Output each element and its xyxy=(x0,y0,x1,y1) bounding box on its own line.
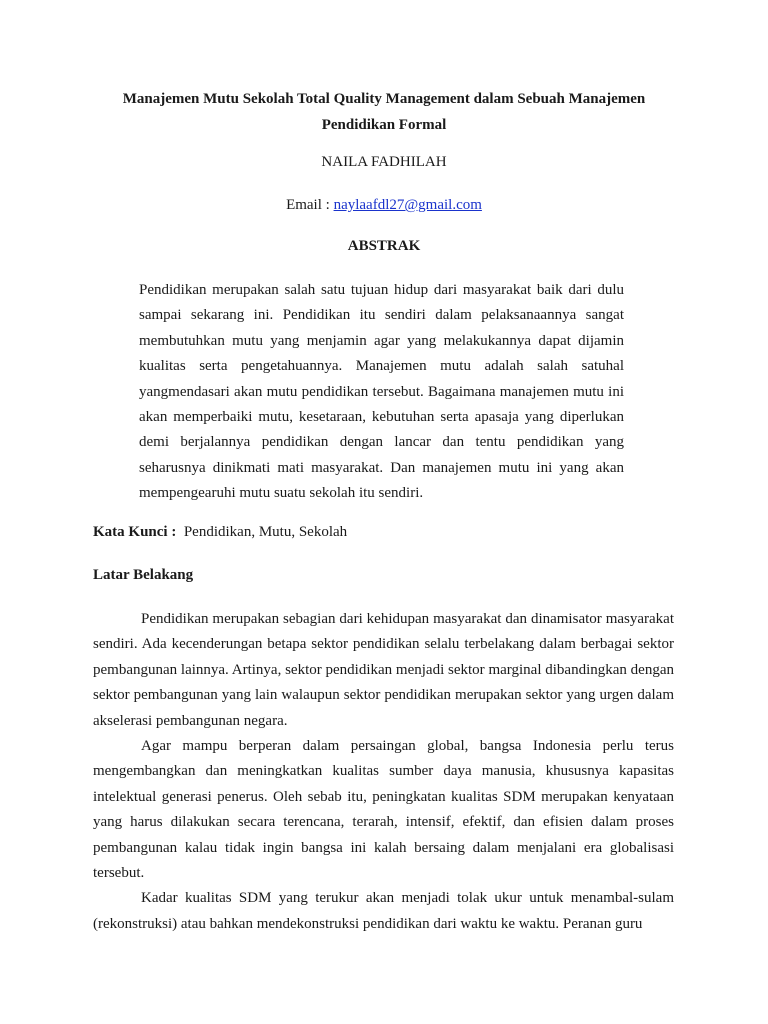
section-heading: Latar Belakang xyxy=(93,567,194,583)
email-label: Email : xyxy=(286,197,334,213)
author-email-line xyxy=(0,197,768,214)
paragraph: Agar mampu berperan dalam persaingan global, bangsa Indonesia perlu terus mengembangkan dan meningkatkan kualitas sumber daya manusia, khususnya kapasitas intelektual generasi penerus. Oleh sebab itu, peningkatan kualitas SDM merupakan kenyataan yang harus dilakukan secara terencana, terarah, intensif, efektif, dan efisien dalam proses pembangunan kalau tidak ingin bangsa ini kalah bersaing dalam menjalani era globalisasi tersebut. xyxy=(93,738,674,882)
keywords-value: Pendidikan, Mutu, Sekolah xyxy=(183,524,348,540)
abstract-text: Pendidikan merupakan salah satu tujuan hidup dari masyarakat baik dari dulu sampai sekarang ini. Pendidikan itu sendiri dalam pelaksanaannya sangat membutuhkan mutu yang menjamin agar yang melakukannya dapat dijamin kualitas serta pengetahuannya. Manajemen mutu adalah salah satuhal yangmendasari akan mutu pendidikan tersebut. Bagaimana manajemen mutu ini akan memperbaiki mutu, kesetaraan, kebutuhan serta apasaja yang diperlukan demi berjalannya pendidikan dengan lancar dan tentu pendidikan yang seharusnya dinikmati mati masyarakat. Dan manajemen mutu ini yang akan mempengearuhi mutu suatu sekolah itu sendiri. xyxy=(139,282,624,502)
paragraph: Pendidikan merupakan sebagian dari kehidupan masyarakat dan dinamisator masyarakat sendiri. Ada kecenderungan betapa sektor pendidikan selalu terbelakang dalam berbagai sektor pembangunan lainnya. Artinya, sektor pendidikan menjadi sektor marginal dibandingkan dengan sektor pembangunan yang lain walaupun sektor pendidikan merupakan sektor yang urgen dalam akselerasi pembangunan negara. xyxy=(93,611,674,729)
body-text xyxy=(93,607,674,937)
author-name: NAILA FADHILAH xyxy=(321,154,447,170)
email-link[interactable]: naylaafdl27@gmail.com xyxy=(333,197,482,213)
keywords-line xyxy=(93,524,347,541)
keywords-label: Kata Kunci : xyxy=(93,524,177,540)
paper-title: Manajemen Mutu Sekolah Total Quality Management dalam Sebuah Manajemen Pendidikan Formal xyxy=(122,91,646,133)
abstract-heading: ABSTRAK xyxy=(347,238,421,254)
paragraph: Kadar kualitas SDM yang terukur akan menjadi tolak ukur untuk menambal-sulam (rekonstruksi) atau bahkan mendekonstruksi pendidikan dari waktu ke waktu. Peranan guru xyxy=(93,890,674,932)
